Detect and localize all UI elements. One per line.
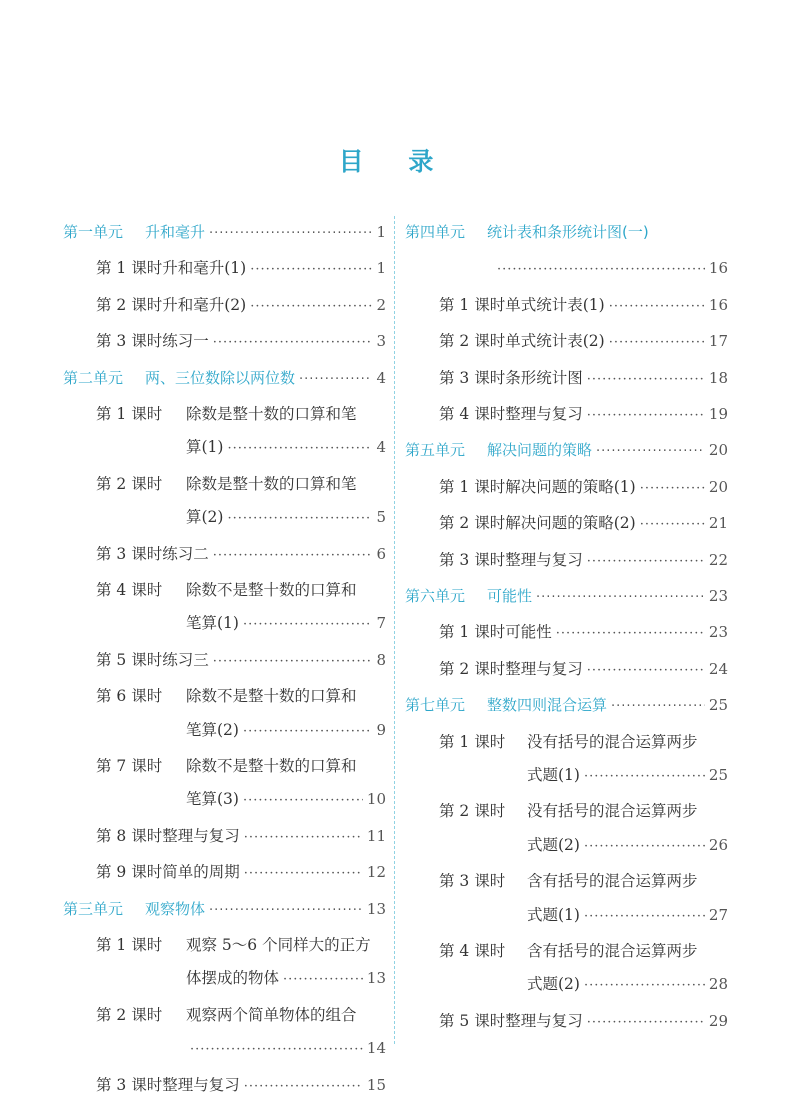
page-number: 20	[708, 441, 728, 460]
toc-lesson-continuation[interactable]	[527, 974, 728, 996]
page-number: 18	[708, 368, 728, 387]
unit-name: 观察物体	[145, 899, 206, 918]
toc-unit-entry[interactable]	[63, 899, 386, 921]
toc-unit-entry[interactable]	[405, 586, 728, 608]
unit-number: 第六单元	[405, 587, 466, 605]
lesson-label: 第 2 课时	[439, 514, 506, 533]
lesson-title-continued: 体摆成的物体	[186, 969, 280, 988]
toc-lesson-entry[interactable]	[96, 258, 386, 280]
toc-lesson-continuation[interactable]	[186, 1038, 386, 1060]
unit-number: 第二单元	[63, 368, 124, 387]
toc-lesson-continuation[interactable]	[527, 905, 728, 927]
toc-lesson-entry[interactable]	[96, 686, 386, 708]
dot-leader	[611, 697, 705, 717]
lesson-label: 第 3 课时	[96, 1075, 163, 1094]
toc-lesson-entry[interactable]	[96, 935, 386, 957]
lesson-title-continued: 式题(1)	[527, 766, 580, 784]
page-number: 17	[708, 332, 728, 351]
lesson-label: 第 1 课时	[439, 477, 506, 496]
lesson-label: 第 9 课时	[96, 863, 163, 882]
lesson-label: 第 2 课时	[439, 332, 506, 351]
lesson-title: 没有括号的混合运算两步	[527, 732, 698, 751]
lesson-title: 含有括号的混合运算两步	[527, 872, 698, 891]
toc-lesson-entry[interactable]	[439, 331, 728, 353]
toc-unit-continuation[interactable]	[493, 258, 728, 280]
lesson-title: 没有括号的混合运算两步	[527, 802, 698, 821]
dot-leader	[596, 442, 705, 462]
lesson-label: 第 1 课时	[96, 936, 163, 954]
lesson-title: 整理与复习	[505, 1011, 583, 1030]
toc-unit-entry[interactable]	[405, 440, 728, 462]
page-number: 1	[376, 259, 386, 278]
lesson-label: 第 2 课时	[96, 295, 163, 314]
lesson-title: 观察两个简单物体的组合	[186, 1005, 357, 1024]
toc-lesson-entry[interactable]	[439, 871, 728, 893]
column-divider	[394, 216, 395, 1044]
lesson-label: 第 5 课时	[96, 650, 163, 669]
page-number: 8	[376, 650, 386, 669]
page-number: 27	[708, 905, 728, 924]
page-number: 13	[366, 899, 386, 918]
dot-leader	[609, 333, 705, 353]
lesson-label: 第 2 课时	[96, 474, 163, 493]
toc-lesson-continuation[interactable]	[186, 789, 386, 811]
lesson-label: 第 3 课时	[439, 550, 506, 569]
lesson-label: 第 4 课时	[96, 581, 163, 599]
lesson-label: 第 2 课时	[439, 659, 506, 678]
toc-lesson-entry[interactable]	[439, 404, 728, 426]
dot-leader	[640, 515, 705, 535]
unit-name: 可能性	[487, 587, 533, 605]
toc-lesson-entry[interactable]	[439, 295, 728, 317]
page-number: 16	[708, 259, 728, 278]
toc-lesson-entry[interactable]	[96, 1005, 386, 1027]
page-number: 13	[366, 969, 386, 988]
dot-leader	[213, 652, 373, 672]
page-number: 1	[376, 223, 386, 241]
dot-leader	[244, 828, 363, 848]
lesson-title-continued: 算(1)	[186, 438, 224, 457]
page-number: 26	[708, 835, 728, 854]
lesson-title-continued: 笔算(1)	[186, 614, 239, 633]
dot-leader	[243, 615, 372, 635]
lesson-label: 第 3 课时	[439, 872, 506, 891]
page-number: 12	[366, 863, 386, 882]
toc-lesson-entry[interactable]	[96, 862, 386, 884]
page-number: 3	[376, 332, 386, 351]
toc-lesson-entry[interactable]	[439, 659, 728, 681]
toc-lesson-entry[interactable]	[439, 550, 728, 572]
toc-lesson-entry[interactable]	[96, 404, 386, 426]
lesson-title: 除数是整十数的口算和笔	[186, 405, 357, 423]
dot-leader	[584, 767, 705, 787]
dot-leader	[587, 552, 705, 572]
lesson-title: 解决问题的策略(1)	[505, 477, 636, 496]
toc-lesson-entry[interactable]	[439, 368, 728, 390]
toc-lesson-entry[interactable]	[96, 650, 386, 672]
lesson-title-continued: 式题(2)	[527, 975, 580, 994]
dot-leader	[584, 976, 705, 996]
toc-lesson-continuation[interactable]	[186, 507, 386, 529]
page-number: 2	[376, 295, 386, 314]
dot-leader	[497, 260, 705, 280]
lesson-title-continued: 笔算(2)	[186, 720, 239, 739]
toc-lesson-entry[interactable]	[96, 1075, 386, 1097]
page-number: 29	[708, 1011, 728, 1030]
lesson-title: 简单的周期	[162, 863, 240, 882]
toc-lesson-entry[interactable]	[439, 732, 728, 754]
toc-lesson-continuation[interactable]	[527, 765, 728, 787]
dot-leader	[536, 588, 705, 608]
lesson-label: 第 4 课时	[439, 942, 506, 960]
dot-leader	[609, 297, 705, 317]
unit-name: 两、三位数除以两位数	[145, 368, 296, 387]
toc-lesson-continuation[interactable]	[186, 720, 386, 742]
lesson-title: 整理与复习	[505, 550, 583, 569]
lesson-title: 单式统计表(1)	[505, 295, 605, 314]
dot-leader	[587, 370, 705, 390]
lesson-title: 练习二	[162, 544, 209, 563]
page-number: 19	[708, 405, 728, 423]
unit-number: 第七单元	[405, 696, 466, 715]
lesson-title: 除数是整十数的口算和笔	[186, 474, 357, 493]
lesson-title: 升和毫升(2)	[162, 295, 247, 314]
lesson-title-continued: 笔算(3)	[186, 790, 239, 809]
page-number: 22	[708, 550, 728, 569]
lesson-label: 第 5 课时	[439, 1011, 506, 1030]
toc-lesson-entry[interactable]	[439, 622, 728, 644]
toc-lesson-entry[interactable]	[439, 477, 728, 499]
page-number: 23	[708, 587, 728, 605]
toc-lesson-entry[interactable]	[439, 941, 728, 963]
dot-leader	[209, 901, 363, 921]
lesson-title: 整理与复习	[505, 405, 583, 423]
dot-leader	[556, 624, 705, 644]
toc-lesson-entry[interactable]	[96, 580, 386, 602]
page-number: 10	[366, 790, 386, 809]
lesson-label: 第 3 课时	[96, 332, 163, 351]
page-number: 23	[708, 623, 728, 642]
dot-leader	[244, 1077, 363, 1097]
toc-lesson-entry[interactable]	[96, 544, 386, 566]
unit-name: 整数四则混合运算	[487, 696, 608, 715]
dot-leader	[250, 297, 372, 317]
page-number: 24	[708, 659, 728, 678]
dot-leader	[213, 546, 373, 566]
dot-leader	[587, 1013, 705, 1033]
toc-lesson-entry[interactable]	[96, 295, 386, 317]
dot-leader	[244, 864, 363, 884]
toc-lesson-entry[interactable]	[439, 801, 728, 823]
page-number: 14	[366, 1039, 386, 1058]
toc-lesson-continuation[interactable]	[186, 437, 386, 459]
lesson-title: 解决问题的策略(2)	[505, 514, 636, 533]
unit-number: 第一单元	[63, 223, 124, 241]
dot-leader	[584, 837, 705, 857]
dot-leader	[283, 970, 363, 990]
toc-unit-entry[interactable]	[405, 222, 728, 244]
dot-leader	[213, 333, 373, 353]
lesson-title: 升和毫升(1)	[162, 259, 247, 278]
dot-leader	[190, 1040, 363, 1060]
lesson-label: 第 2 课时	[96, 1005, 163, 1024]
page-number: 11	[366, 826, 386, 845]
page-title: 目 录	[338, 147, 452, 176]
dot-leader	[243, 791, 363, 811]
unit-name: 解决问题的策略	[487, 441, 593, 460]
dot-leader	[584, 907, 705, 927]
page-number: 4	[376, 438, 386, 457]
lesson-label: 第 3 课时	[96, 544, 163, 563]
lesson-title: 除数不是整十数的口算和	[186, 687, 357, 706]
lesson-label: 第 1 课时	[439, 623, 506, 642]
lesson-title: 整理与复习	[162, 1075, 240, 1094]
dot-leader	[250, 260, 372, 280]
toc-lesson-continuation[interactable]	[186, 968, 386, 990]
dot-leader	[640, 479, 705, 499]
lesson-label: 第 2 课时	[439, 802, 506, 821]
lesson-title: 除数不是整十数的口算和	[186, 757, 357, 775]
toc-lesson-continuation[interactable]	[527, 835, 728, 857]
toc-lesson-entry[interactable]	[439, 1011, 728, 1033]
dot-leader	[587, 406, 705, 426]
unit-number: 第四单元	[405, 223, 466, 241]
unit-number: 第三单元	[63, 899, 124, 918]
lesson-label: 第 1 课时	[96, 259, 163, 278]
toc-lesson-entry[interactable]	[439, 513, 728, 535]
lesson-label: 第 1 课时	[439, 295, 506, 314]
dot-leader	[227, 509, 372, 529]
toc-lesson-entry[interactable]	[96, 756, 386, 778]
unit-name: 升和毫升	[145, 223, 206, 241]
lesson-title: 条形统计图	[505, 368, 583, 387]
lesson-label: 第 6 课时	[96, 687, 163, 706]
lesson-title: 除数不是整十数的口算和	[186, 581, 357, 599]
page-number: 6	[376, 544, 386, 563]
lesson-label: 第 8 课时	[96, 826, 163, 845]
dot-leader	[227, 439, 372, 459]
page-number: 4	[376, 368, 386, 387]
dot-leader	[587, 661, 705, 681]
toc-unit-entry[interactable]	[63, 368, 386, 390]
lesson-title: 整理与复习	[162, 826, 240, 845]
lesson-label: 第 1 课时	[439, 732, 506, 751]
page-number: 16	[708, 295, 728, 314]
page-number: 25	[708, 766, 728, 784]
page-number: 9	[376, 720, 386, 739]
lesson-label: 第 7 课时	[96, 757, 163, 775]
page-number: 25	[708, 696, 728, 715]
lesson-title: 练习三	[162, 650, 209, 669]
page-number: 15	[366, 1075, 386, 1094]
unit-number: 第五单元	[405, 441, 466, 460]
lesson-title: 含有括号的混合运算两步	[527, 942, 698, 960]
lesson-title: 练习一	[162, 332, 209, 351]
toc-lesson-continuation[interactable]	[186, 613, 386, 635]
dot-leader	[243, 722, 372, 742]
lesson-label: 第 3 课时	[439, 368, 506, 387]
lesson-label: 第 4 课时	[439, 405, 506, 423]
lesson-title: 整理与复习	[505, 659, 583, 678]
toc-lesson-entry[interactable]	[96, 826, 386, 848]
page-number: 20	[708, 477, 728, 496]
toc-unit-entry[interactable]	[405, 695, 728, 717]
unit-name: 统计表和条形统计图(一)	[487, 223, 649, 241]
dot-leader	[209, 224, 372, 244]
lesson-title: 单式统计表(2)	[505, 332, 605, 351]
lesson-title-continued: 算(2)	[186, 508, 224, 527]
lesson-label: 第 1 课时	[96, 405, 163, 423]
page-number: 28	[708, 975, 728, 994]
lesson-title: 观察 5～6 个同样大的正方	[186, 936, 371, 954]
page-number: 7	[376, 614, 386, 633]
page-number: 5	[376, 508, 386, 527]
dot-leader	[299, 370, 372, 390]
lesson-title: 可能性	[505, 623, 552, 642]
toc-lesson-entry[interactable]	[96, 474, 386, 496]
lesson-title-continued: 式题(1)	[527, 905, 580, 924]
toc-unit-entry[interactable]	[63, 222, 386, 244]
page-number: 21	[708, 514, 728, 533]
toc-lesson-entry[interactable]	[96, 331, 386, 353]
lesson-title-continued: 式题(2)	[527, 835, 580, 854]
